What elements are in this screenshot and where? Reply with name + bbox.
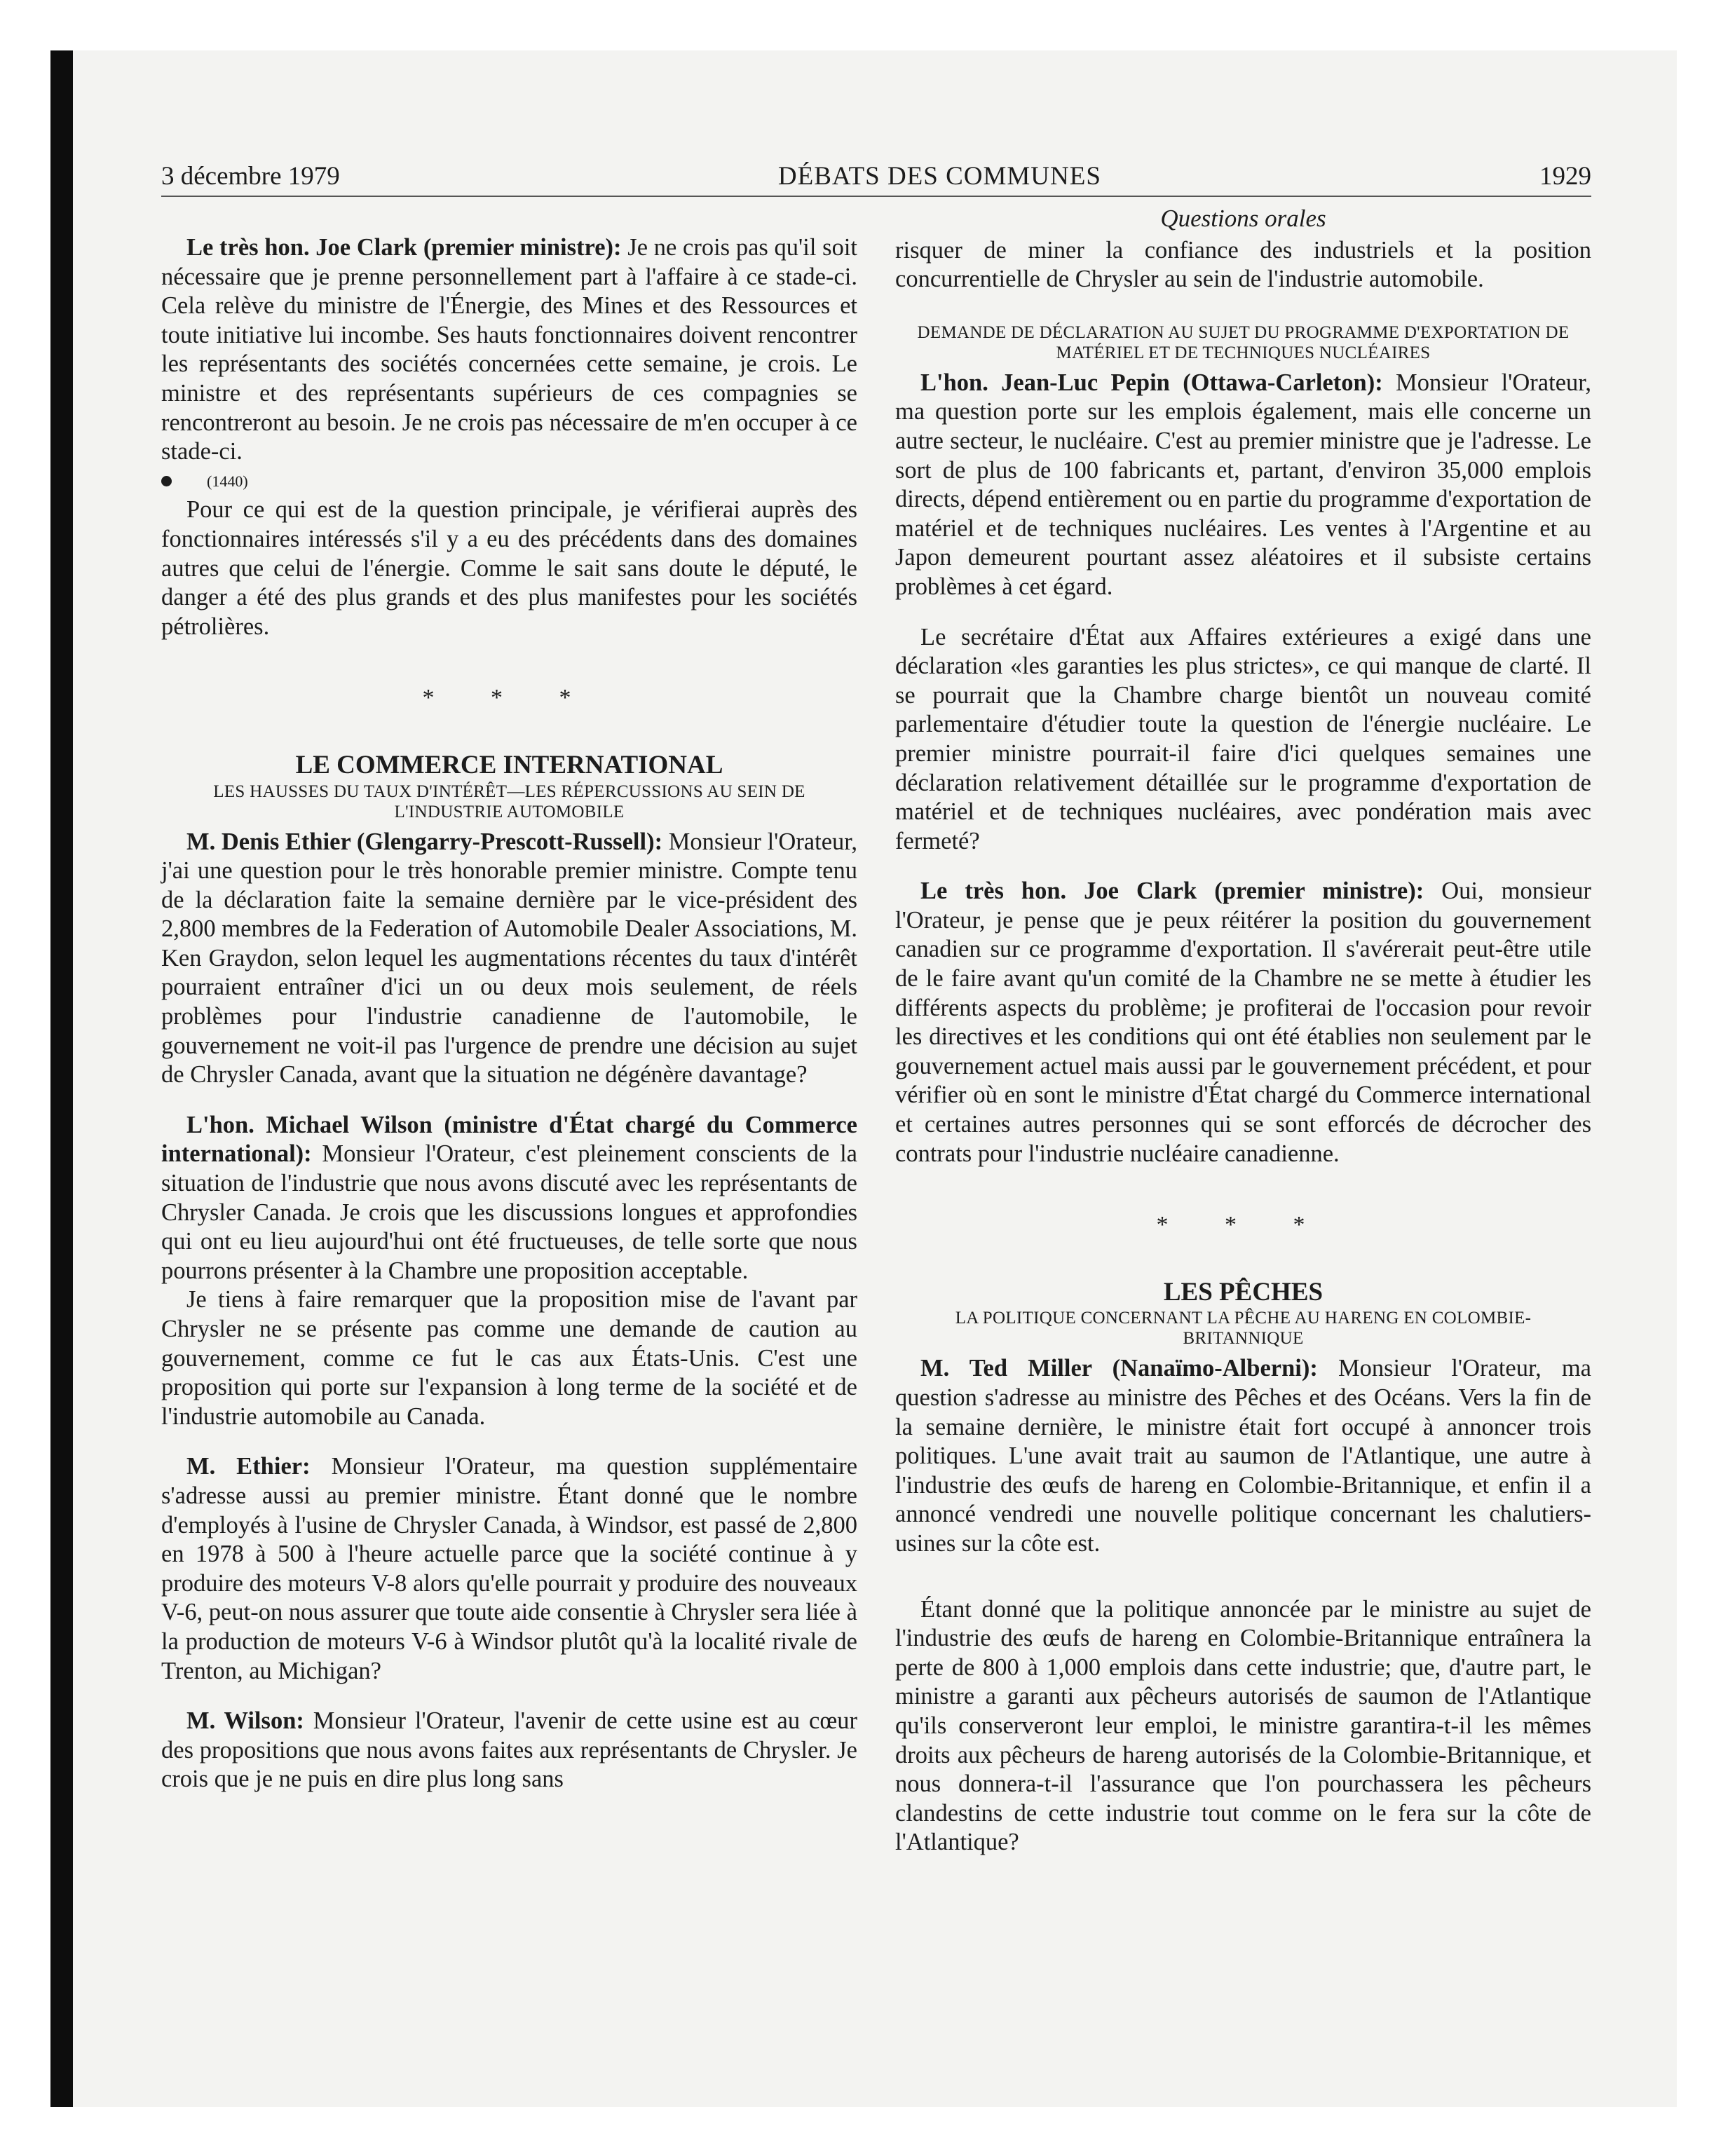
speaker-name: L'hon. Jean-Luc Pepin (Ottawa-Carleton): — [920, 369, 1383, 396]
paragraph-text: Monsieur l'Orateur, ma question supplémentaire s'adresse aussi au premier ministre. Étant donné que le nombre d'employés à l'usine de Chrysler Canada, à Windsor, est passé de 2,800 en 1978 à 500 à l'heure actuelle parce que la société continue à y produire des moteurs V-8 alors qu'elle pourrait y produire des nouveaux V-6, peut-on nous assurer que toute aide consentie à Chrysler sera liée à la production de moteurs V-6 à Windsor plutôt qu'à la localité rivale de Trenton, au Michigan? — [161, 1453, 858, 1684]
timestamp-marker — [161, 467, 857, 496]
two-column-body — [161, 197, 1591, 1857]
binding-edge — [50, 50, 73, 2107]
paragraph — [161, 1111, 857, 1286]
running-header — [161, 161, 1591, 197]
paragraph — [161, 1452, 857, 1686]
paragraph-text: Le secrétaire d'État aux Affaires extérieures a exigé dans une déclaration «les garanties les plus strictes», ce qui manque de clarté. Il se pourrait que la Chambre charge bientôt un nouveau comité parlementaire d'étudier toute la question de l'énergie nucléaire. Le premier ministre pourrait-il faire d'ici quelques semaines une déclaration relativement détaillée sur le programme d'exportation de matériel et de techniques nucléaires, avec pondération mais avec fermeté? — [895, 623, 1591, 854]
paragraph — [895, 236, 1591, 294]
section-heading: LES PÊCHES — [1163, 1277, 1324, 1306]
subheading: LA POLITIQUE CONCERNANT LA PÊCHE AU HARENG EN COLOMBIE-BRITANNIQUE — [955, 1309, 1532, 1349]
paragraph — [895, 1595, 1591, 1857]
paragraph — [895, 369, 1591, 602]
section-separator: * * * — [1156, 1212, 1331, 1239]
paragraph — [161, 1707, 857, 1794]
paragraph-text: Je ne crois pas qu'il soit nécessaire que je prenne personnellement part à l'affaire à ce stade-ci. Cela relève du ministre de l'Énergie, des Mines et des Ressources et toute initiative lui incombe. Ses hauts fonctionnaires doivent rencontrer les représentants des sociétés concernées cette semaine, je crois. Le ministre et des représentants supérieurs de ces compagnies se rencontreront au besoin. Je ne crois pas nécessaire de m'en occuper à ce stade-ci. — [161, 234, 858, 465]
speaker-name: M. Denis Ethier (Glengarry-Prescott-Russell): — [186, 828, 663, 855]
paragraph-text: Je tiens à faire remarquer que la proposition mise de l'avant par Chrysler ne se présente pas comme une demande de caution au gouvernement, comme ce fut le cas aux États-Unis. C'est une proposition qui porte sur l'expansion à long terme de la société et de l'industrie automobile au Canada. — [161, 1286, 857, 1430]
speaker-name: Le très hon. Joe Clark (premier ministre): — [186, 234, 622, 261]
speaker-name: M. Ted Miller (Nanaïmo-Alberni): — [920, 1355, 1318, 1382]
paragraph — [161, 233, 857, 467]
paragraph-text: Pour ce qui est de la question principale, je vérifierai auprès des fonctionnaires intéressés s'il y a eu des précédents dans des domaines autres que celui de l'énergie. Comme le sait sans doute le député, le danger a été des plus grands et des plus manifestes pour les sociétés pétrolières. — [161, 496, 857, 640]
paragraph — [161, 1285, 857, 1431]
paragraph-text: Étant donné que la politique annoncée par le ministre au sujet de l'industrie des œufs de hareng en Colombie-Britannique entraînera la perte de 800 à 1,000 emplois dans cette industrie; que, d'autre part, le ministre a garanti aux pêcheurs autorisés de saumon de l'Atlantique qu'ils conserveront leur emploi, le ministre garantira-t-il les mêmes droits aux pêcheurs de hareng autorisés de la Colombie-Britannique, et nous donnera-t-il l'assurance que l'on pourchassera les pêcheurs clandestins de cette industrie tout comme on le fera sur la côte de l'Atlantique? — [895, 1595, 1591, 1856]
speaker-name: Le très hon. Joe Clark (premier ministre): — [920, 878, 1424, 905]
header-date: 3 décembre 1979 — [161, 162, 340, 191]
subheading: DEMANDE DE DÉCLARATION AU SUJET DU PROGRAMME D'EXPORTATION DE MATÉRIEL ET DE TECHNIQUES NUCLÉAIRES — [917, 322, 1570, 362]
paragraph — [895, 877, 1591, 1168]
section-heading: LE COMMERCE INTERNATIONAL — [295, 750, 723, 779]
paragraph — [895, 1354, 1591, 1558]
right-column — [895, 197, 1591, 1857]
paragraph — [161, 828, 857, 1090]
timestamp-text: (1440) — [207, 472, 248, 490]
section-label: Questions orales — [1160, 205, 1326, 232]
subheading: LES HAUSSES DU TAUX D'INTÉRÊT—LES RÉPERCUSSIONS AU SEIN DE L'INDUSTRIE AUTOMOBILE — [213, 782, 805, 821]
left-column — [161, 197, 857, 1857]
bullet-icon — [161, 476, 172, 486]
paragraph-text: Monsieur l'Orateur, l'avenir de cette usine est au cœur des propositions que nous avons faites aux représentants de Chrysler. Je crois que je ne puis en dire plus long sans — [161, 1707, 857, 1793]
speaker-name: M. Wilson: — [186, 1707, 304, 1735]
speaker-name: M. Ethier: — [186, 1453, 311, 1480]
paragraph-text: Monsieur l'Orateur, c'est pleinement conscients de la situation de l'industrie que nous avons discuté avec les représentants de Chrysler Canada. Je crois que les discussions longues et approfondies qui ont eu lieu aujourd'hui ont été fructueuses, de telle sorte que nous pourrons présenter à la Chambre une proposition acceptable. — [161, 1140, 857, 1284]
speaker-name: L'hon. Michael Wilson (ministre d'État chargé du Commerce international): — [161, 1111, 857, 1168]
paragraph — [161, 496, 857, 641]
paragraph-text: Monsieur l'Orateur, j'ai une question pour le très honorable premier ministre. Compte tenu de la déclaration faite la semaine dernière par le vice-président des 2,800 membres de la Federation of Automobile Dealer Associations, M. Ken Graydon, selon lequel les augmentations récentes du taux d'intérêt pourraient entraîner d'ici un ou deux mois seulement, de réels problèmes pour l'industrie canadienne de l'automobile, le gouvernement ne voit-il pas l'urgence de prendre une décision au sujet de Chrysler Canada, avant que la situation ne dégénère davantage? — [161, 828, 857, 1089]
paragraph-text: risquer de miner la confiance des industriels et la position concurrentielle de Chrysler au sein de l'industrie automobile. — [895, 236, 1591, 293]
header-title: DÉBATS DES COMMUNES — [777, 162, 1101, 191]
paragraph-text: Monsieur l'Orateur, ma question porte sur les emplois également, mais elle concerne un autre secteur, le nucléaire. C'est au premier ministre que je l'adresse. Le sort de plus de 100 fabricants et, partant, d'environ 35,000 emplois directs, dépend entièrement ou en partie du programme d'exportation de matériel et de techniques nucléaires. Les ventes à l'Argentine et au Japon demeurent pourtant assez aléatoires et il subsiste certains problèmes à cet égard. — [895, 369, 1591, 600]
paragraph-text: Monsieur l'Orateur, ma question s'adresse au ministre des Pêches et des Océans. Vers la fin de la semaine dernière, le ministre était fort occupé à annoncer trois politiques. L'une avait trait au saumon de l'Atlantique, une autre à l'industrie des œufs de hareng en Colombie-Britannique, et enfin il a annoncé vendredi une nouvelle politique concernant les chalutiers-usines sur la côte est. — [895, 1355, 1591, 1557]
section-separator: * * * — [422, 685, 597, 711]
paragraph-text: Oui, monsieur l'Orateur, je pense que je peux réitérer la position du gouvernement canadien sur ce programme d'exportation. Il s'avérerait peut-être utile de le faire avant qu'un comité de la Chambre ne se mette à étudier les différents aspects du problème; je profiterai de l'occasion pour revoir les directives et les conditions qui ont été établies non seulement par le gouvernement actuel mais aussi par le gouvernement précédent, et pour vérifier où en sont le ministre d'État chargé du Commerce international et certaines autres personnes qui se sont efforcés de décrocher des contrats pour l'industrie nucléaire canadienne. — [895, 878, 1592, 1167]
header-page-number: 1929 — [1539, 162, 1591, 191]
paragraph — [895, 623, 1591, 857]
document-page — [161, 161, 1591, 1857]
